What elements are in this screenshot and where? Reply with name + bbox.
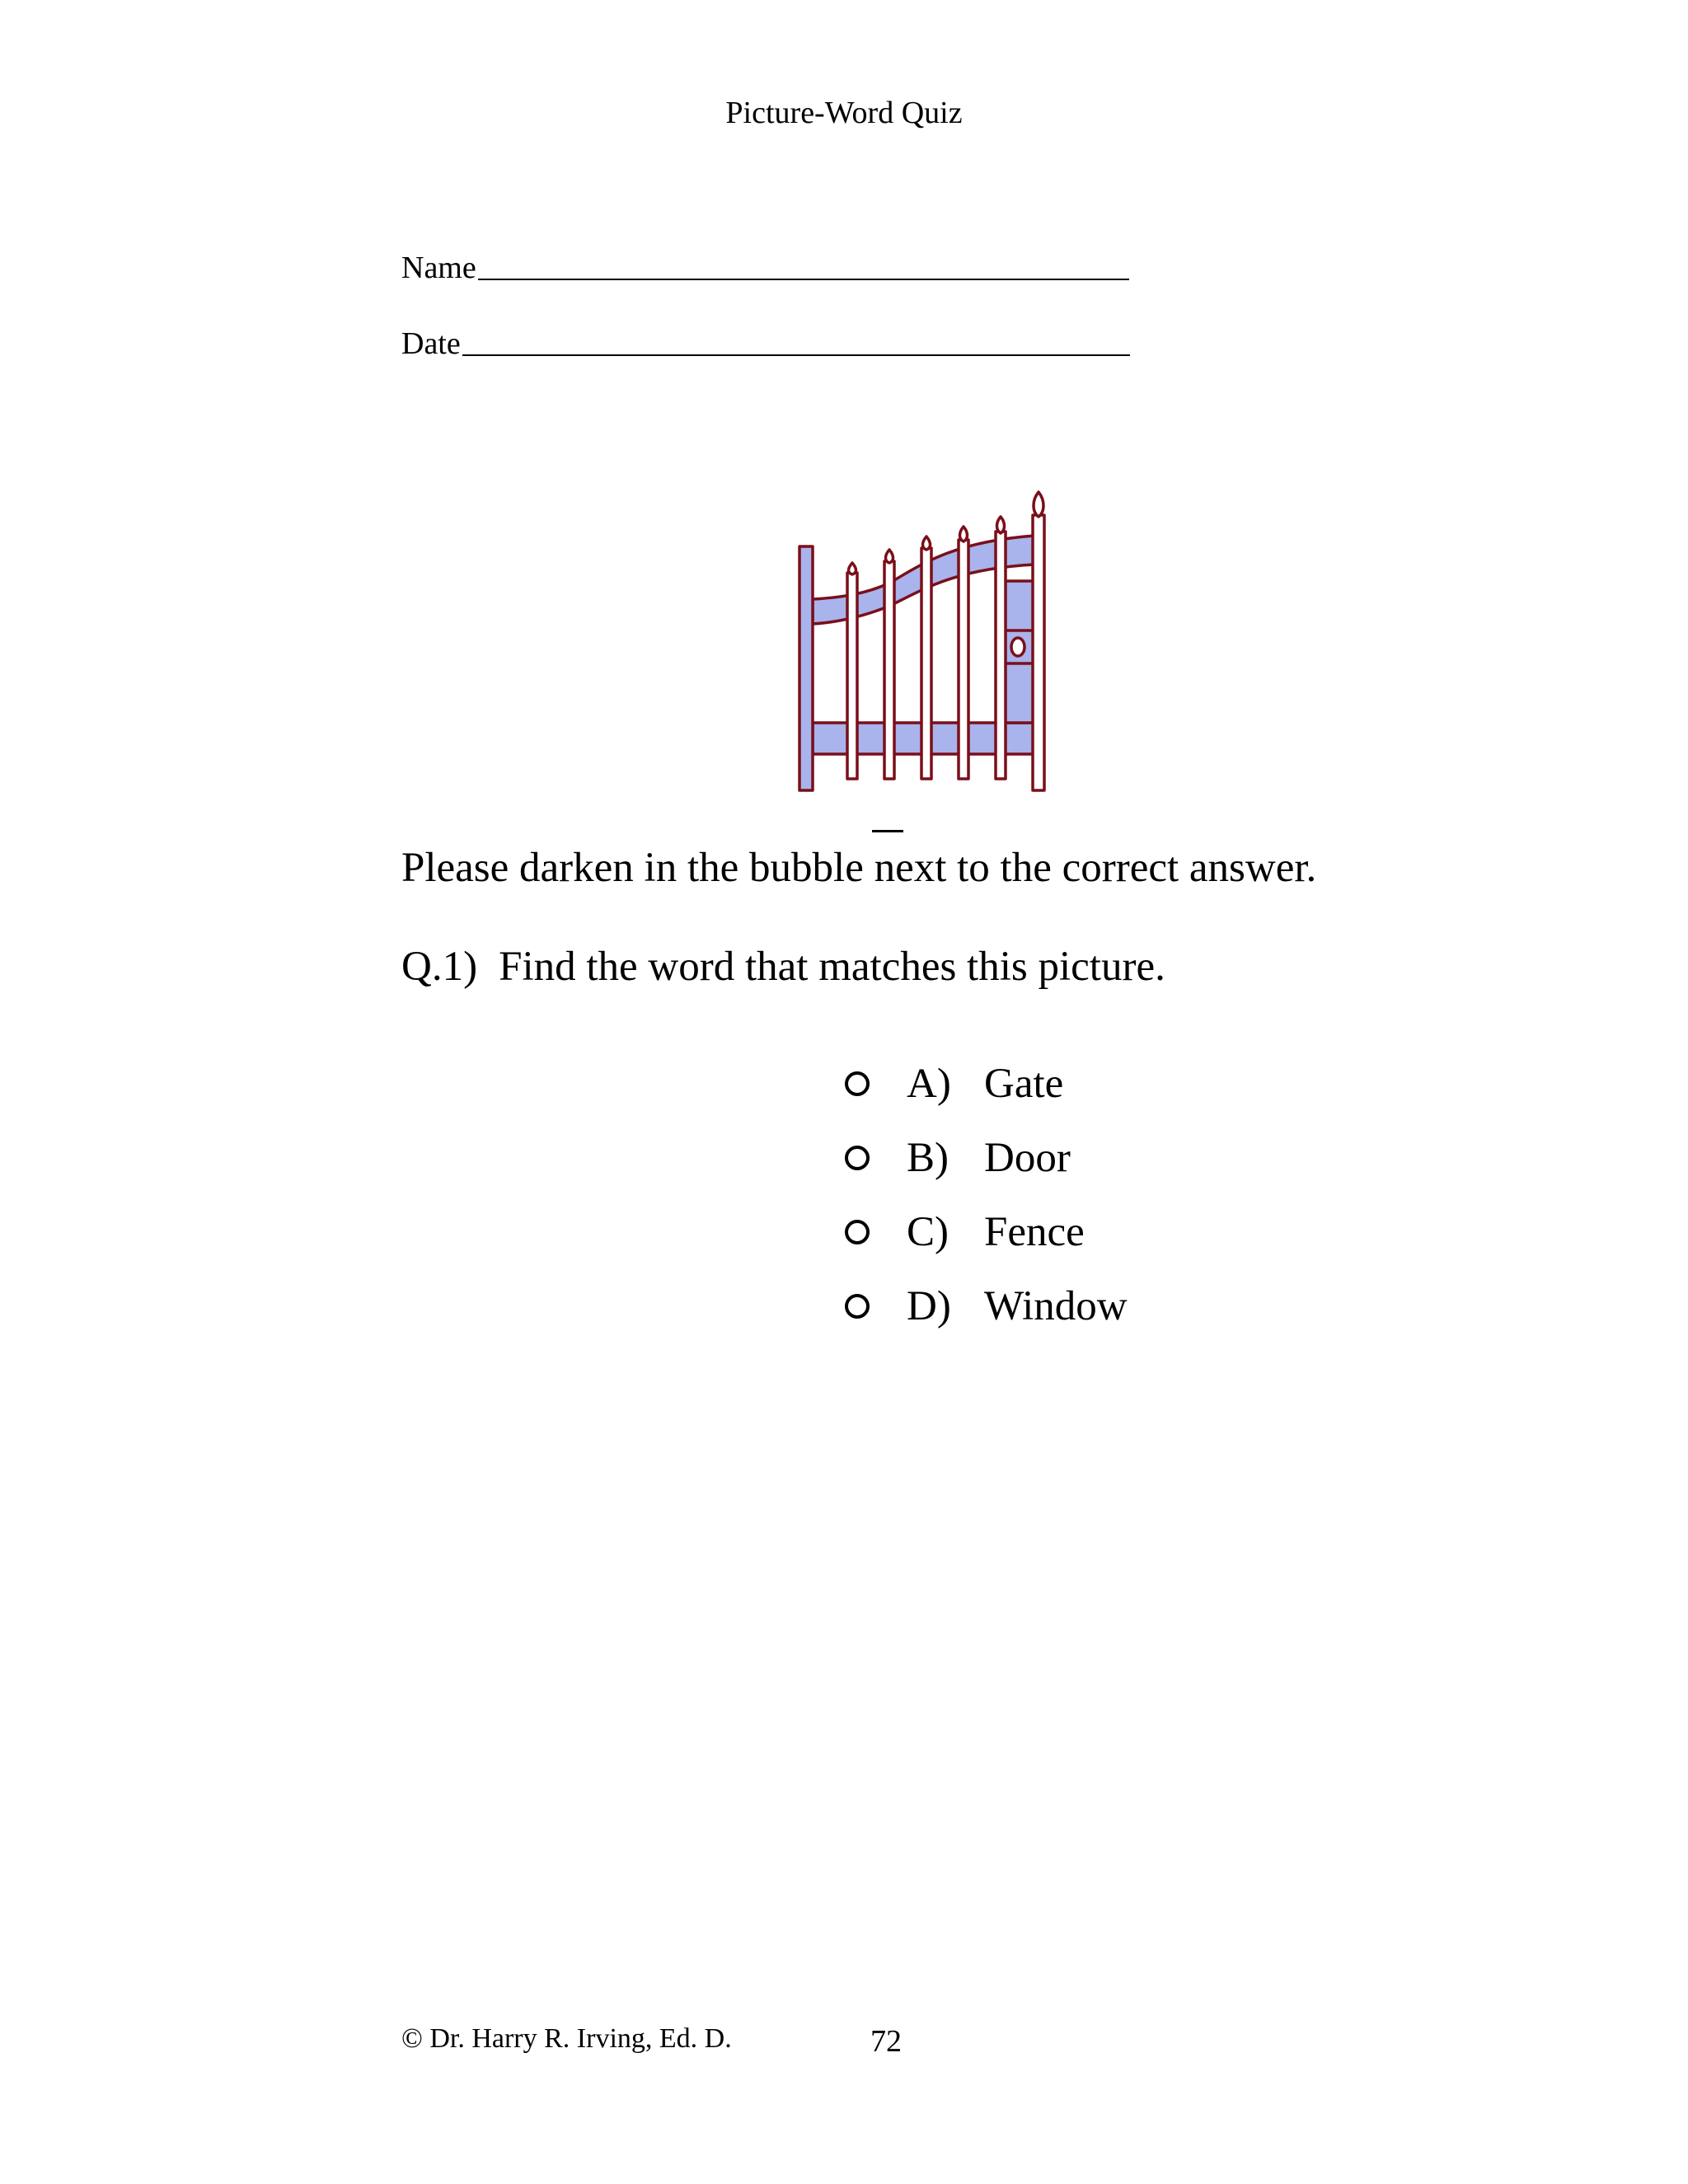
option-c[interactable] — [845, 1195, 1128, 1269]
answer-bubble-d[interactable] — [845, 1294, 870, 1319]
answer-bubble-c[interactable] — [845, 1220, 870, 1244]
option-letter: C) — [907, 1208, 949, 1255]
option-a[interactable] — [845, 1047, 1128, 1121]
option-text: Gate — [984, 1060, 1064, 1107]
gate-latch — [1011, 638, 1025, 656]
page-header-title: Picture-Word Quiz — [725, 96, 963, 130]
instruction-text: Please darken in the bubble next to the correct answer. — [401, 845, 1317, 891]
question-text: Find the word that matches this picture. — [499, 944, 1165, 990]
answer-options — [845, 1047, 1128, 1343]
question-number: Q.1) — [401, 944, 478, 990]
name-field[interactable] — [401, 252, 1129, 284]
footer-copyright: © Dr. Harry R. Irving, Ed. D. — [401, 2023, 732, 2054]
option-b[interactable] — [845, 1121, 1128, 1195]
option-letter: A) — [907, 1060, 951, 1107]
name-label: Name — [401, 251, 476, 285]
answer-bubble-a[interactable] — [845, 1071, 870, 1096]
page-number: 72 — [870, 2024, 902, 2059]
option-text: Door — [984, 1134, 1071, 1181]
question-1 — [401, 944, 1165, 990]
date-field[interactable] — [401, 328, 1130, 359]
option-text: Window — [984, 1282, 1128, 1329]
option-d[interactable] — [845, 1269, 1128, 1343]
gate-picture — [791, 490, 1071, 804]
name-blank-line[interactable] — [478, 278, 1129, 280]
date-label: Date — [401, 326, 461, 361]
option-letter: B) — [907, 1134, 949, 1181]
answer-bubble-b[interactable] — [845, 1146, 870, 1170]
gate-hinge-post — [799, 546, 813, 790]
option-text: Fence — [984, 1208, 1085, 1255]
option-letter: D) — [907, 1282, 951, 1329]
underline-mark — [872, 830, 903, 832]
date-blank-line[interactable] — [462, 354, 1130, 356]
